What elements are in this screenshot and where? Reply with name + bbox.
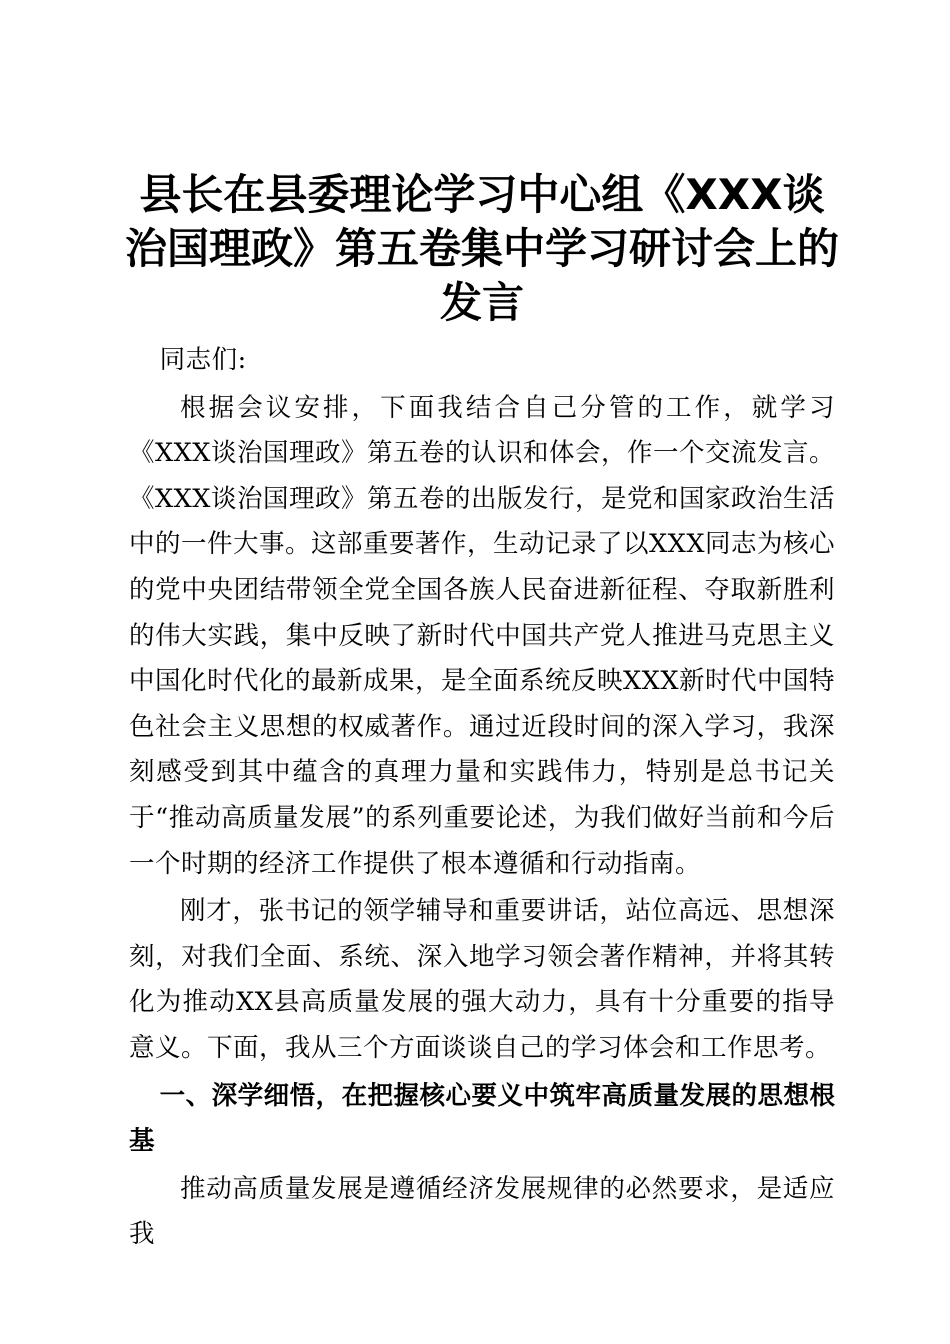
document-title: 县长在县委理论学习中心组《XXX谈治国理政》第五卷集中学习研讨会上的发言	[124, 170, 839, 327]
paragraph-intro: 根据会议安排，下面我结合自己分管的工作，就学习《XXX谈治国理政》第五卷的认识和体会，作一个交流发言。《XXX谈治国理政》第五卷的出版发行，是党和国家政治生活中的一件大事。这部重要著作，生动记录了以XXX同志为核心的党中央团结带领全党全国各族人民奋进新征程、夺取新胜利的伟大实践，集中反映了新时代中国共产党人推进马克思主义中国化时代化的最新成果，是全面系统反映XXX新时代中国特色社会主义思想的权威著作。通过近段时间的深入学习，我深刻感受到其中蕴含的真理力量和实践伟力，特别是总书记关于“推动高质量发展”的系列重要论述，为我们做好当前和今后一个时期的经济工作提供了根本遵循和行动指南。	[129, 392, 835, 879]
paragraph-overview: 刚才，张书记的领学辅导和重要讲话，站位高远、思想深刻，对我们全面、系统、深入地学习领会著作精神，并将其转化为推动XX县高质量发展的强大动力，具有十分重要的指导意义。下面，我从三个方面谈谈自己的学习体会和工作思考。	[129, 896, 835, 1063]
section-1-paragraph: 推动高质量发展是遵循经济发展规律的必然要求，是适应我	[129, 1173, 835, 1250]
document-page	[124, 168, 839, 1258]
section-heading-1: 一、深学细悟，在把握核心要义中筑牢高质量发展的思想根基	[129, 1080, 835, 1157]
salutation: 同志们:	[159, 345, 247, 375]
